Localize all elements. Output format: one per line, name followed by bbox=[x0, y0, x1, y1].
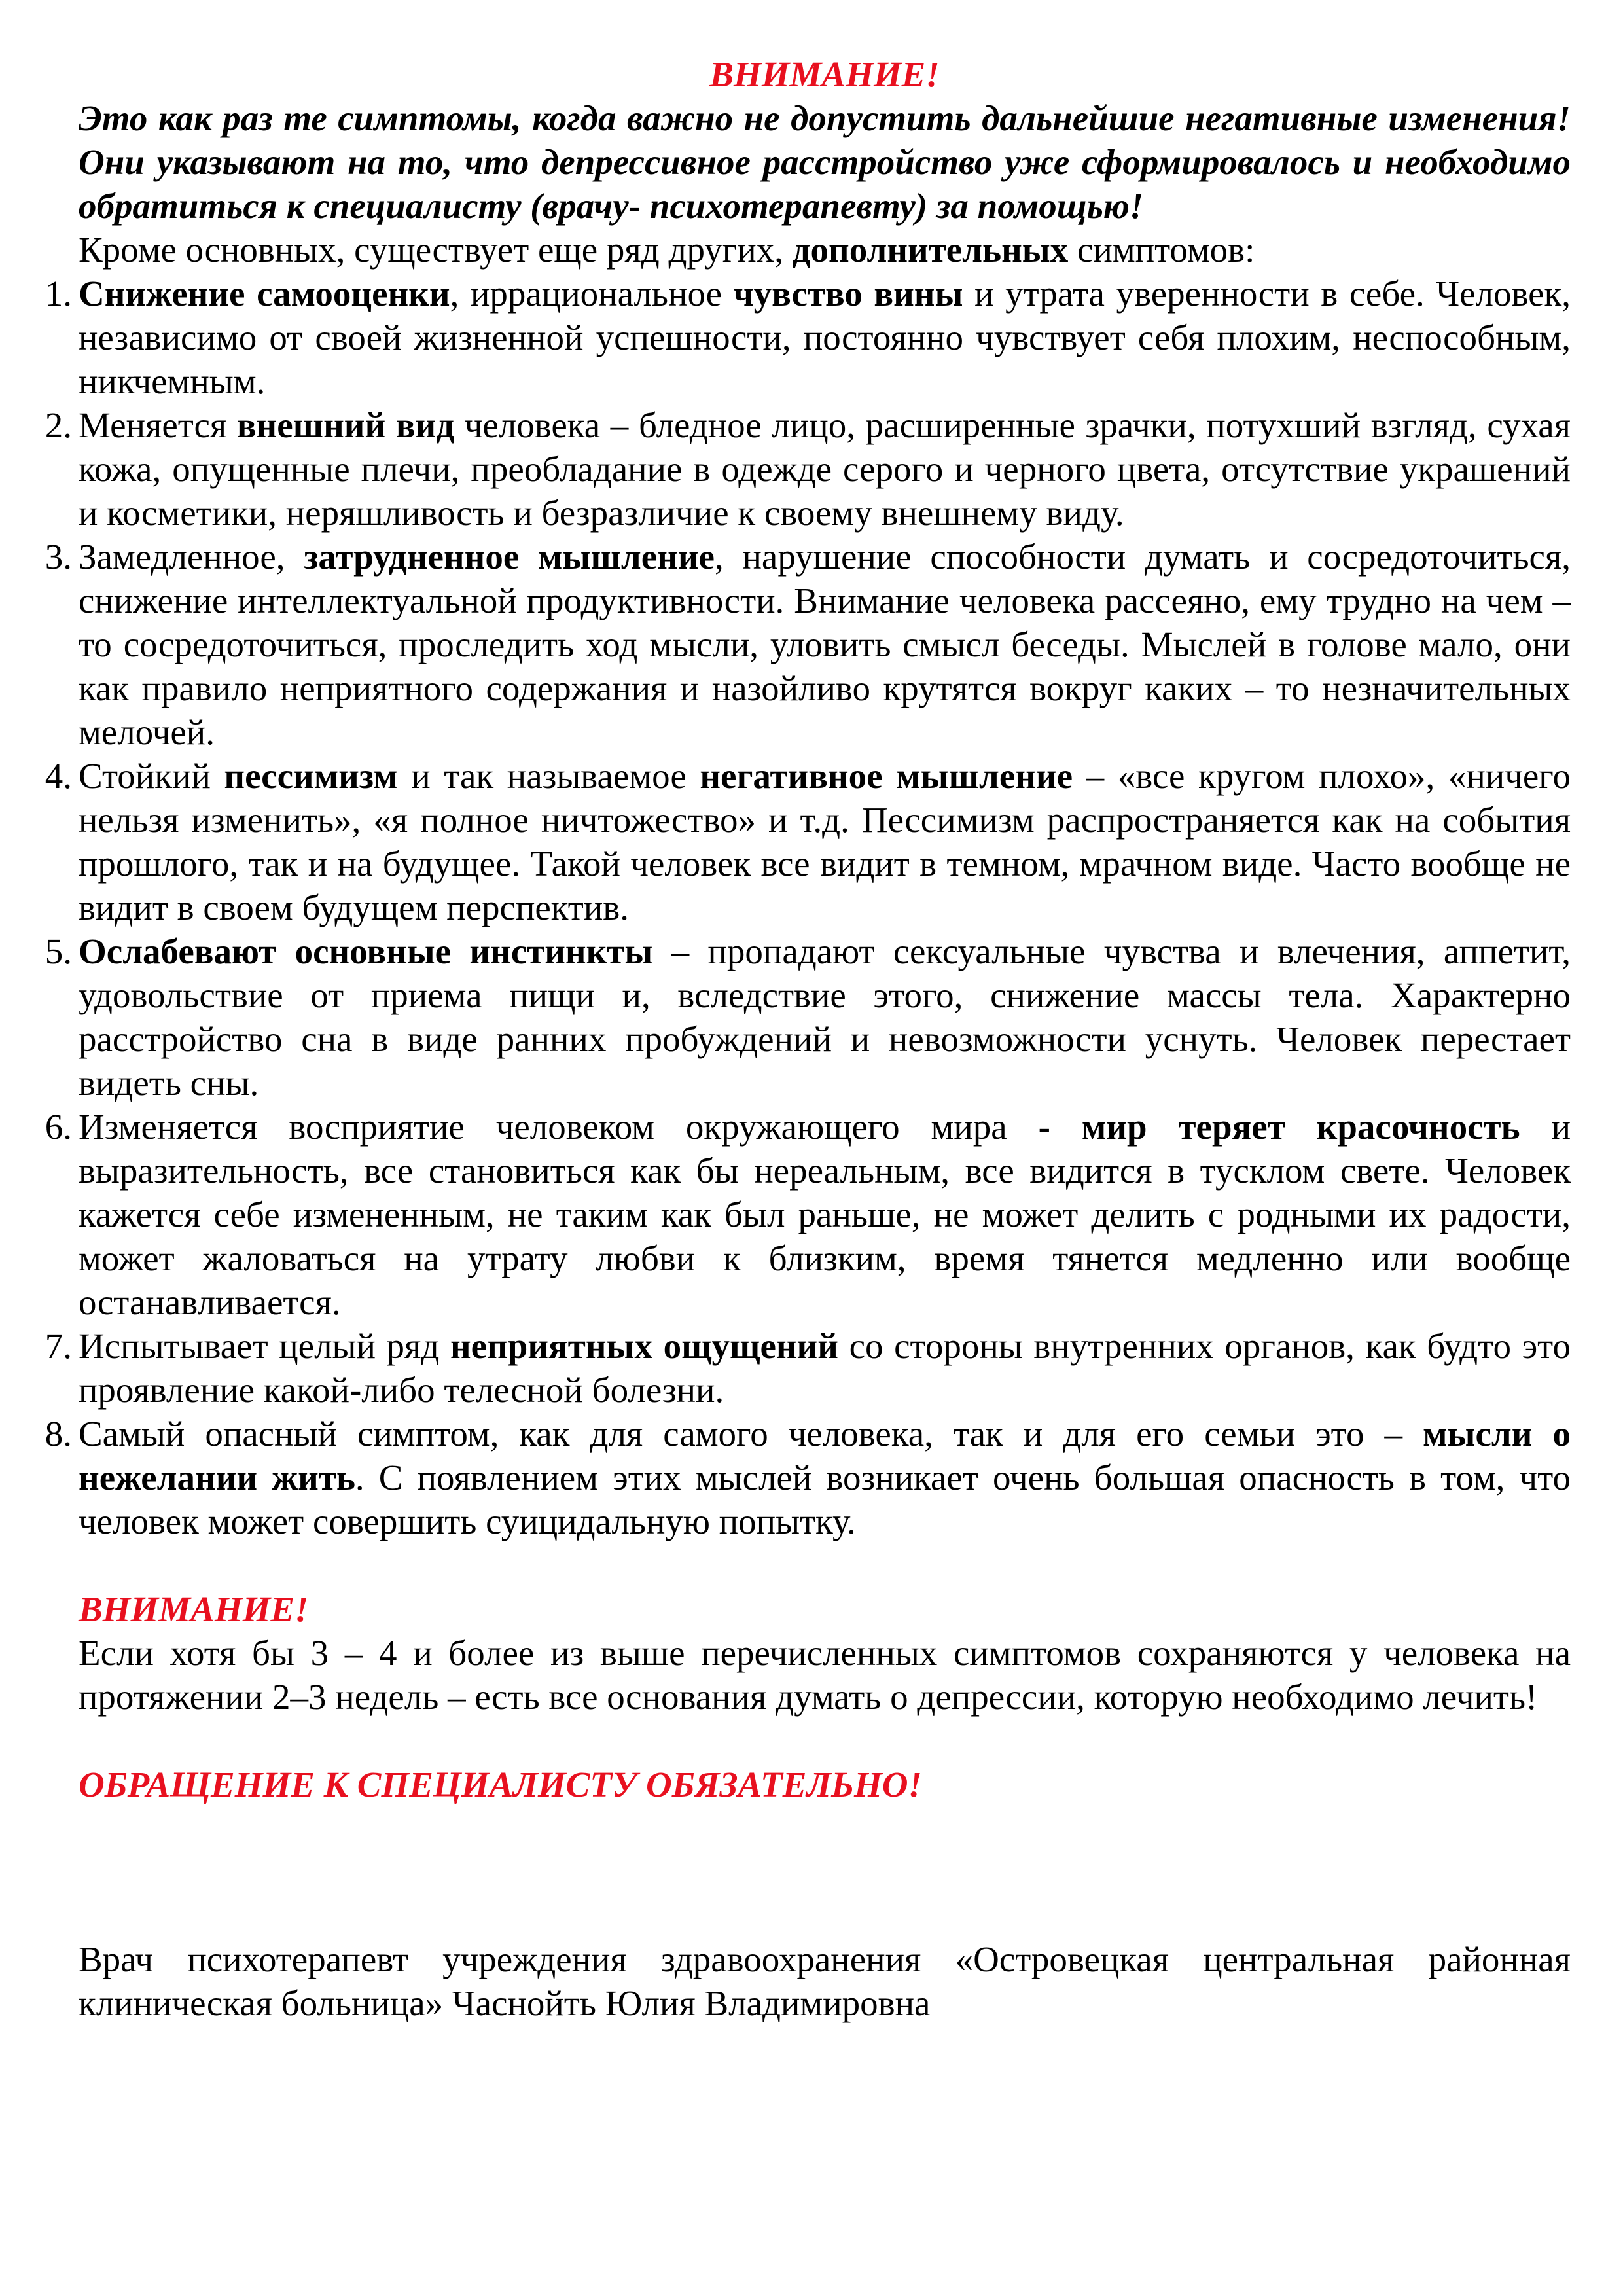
symptom-bold-text: затрудненное мышление bbox=[304, 537, 715, 577]
symptom-text: , нарушение способности думать и сосредоточиться, снижение интеллектуальной продуктивности. Внимание человека рассеяно, ему трудно на чем – то сосредоточиться, проследить ход мысли, уловить смысл беседы. Мыслей в голове мало, они как правило неприятного содержания и назойливо крутятся вокруг каких – то незначительных мелочей. bbox=[79, 537, 1571, 752]
symptom-item-8 bbox=[45, 1412, 1571, 1543]
symptom-text: Самый опасный симптом, как для самого человека, так и для его семьи это – bbox=[79, 1414, 1423, 1454]
signature-paragraph: Врач психотерапевт учреждения здравоохранения «Островецкая центральная районная клиническая больница» Часнойть Юлия Владимировна bbox=[79, 1939, 1571, 2023]
symptom-text: со стороны внутренних органов, как будто это проявление какой-либо телесной болезни. bbox=[79, 1326, 1571, 1410]
lead-paragraph bbox=[79, 228, 1571, 272]
symptom-text: человека – бледное лицо, расширенные зрачки, потухший взгляд, сухая кожа, опущенные плечи, преобладание в одежде серого и черного цвета, отсутствие украшений и косметики, неряшливость и безразличие к своему внешнему виду. bbox=[79, 405, 1571, 533]
symptom-number: 7. bbox=[45, 1326, 72, 1366]
symptom-text: Замедленное, bbox=[79, 537, 304, 577]
warning-paragraph: Если хотя бы 3 – 4 и более из выше перечисленных симптомов сохраняются у человека на протяжении 2–3 недель – есть все основания думать о депрессии, которую необходимо лечить! bbox=[79, 1633, 1571, 1717]
symptom-text: и так называемое bbox=[397, 756, 700, 796]
symptom-bold-text: - мир теряет красочность bbox=[1038, 1107, 1520, 1147]
symptom-bold-text: чувство вины bbox=[733, 274, 963, 314]
symptom-text: и утрата уверенности в себе. Человек, независимо от своей жизненной успешности, постоянно чувствует себя плохим, неспособным, никчемным. bbox=[79, 274, 1571, 401]
warning-heading: ВНИМАНИЕ! bbox=[709, 54, 940, 94]
symptom-bold-text: внешний вид bbox=[236, 405, 455, 445]
symptom-text: Изменяется восприятие человеком окружающего мира bbox=[79, 1107, 1039, 1147]
intro-paragraph: Это как раз те симптомы, когда важно не допустить дальнейшие негативные изменения! Они указывают на то, что депрессивное расстройство уже сформировалось и необходимо обратиться к специалисту (врачу- психотерапевту) за помощью! bbox=[79, 98, 1571, 226]
symptom-number: 1. bbox=[45, 274, 72, 314]
lead-text-before: Кроме основных, существует еще ряд других, bbox=[79, 230, 793, 270]
symptom-bold-text: пессимизм bbox=[224, 756, 398, 796]
symptom-text: Стойкий bbox=[79, 756, 224, 796]
symptom-text: . С появлением этих мыслей возникает очень большая опасность в том, что человек может совершить суицидальную попытку. bbox=[79, 1458, 1571, 1541]
symptom-number: 2. bbox=[45, 405, 72, 445]
symptom-number: 5. bbox=[45, 931, 72, 971]
symptom-text: и выразительность, все становиться как бы нереальным, все видится в тусклом свете. Человек кажется себе измененным, не таким как был раньше, не может делить с родными их радости, может жаловаться на утрату любви к близким, время тянется медленно или вообще останавливается. bbox=[79, 1107, 1571, 1322]
symptom-list bbox=[45, 272, 1571, 1543]
symptom-text: – пропадают сексуальные чувства и влечения, аппетит, удовольствие от приема пищи и, вследствие этого, снижение массы тела. Характерно расстройство сна в виде ранних пробуждений и невозможности уснуть. Человек перестает видеть сны. bbox=[79, 931, 1571, 1103]
lead-text-after: симптомов: bbox=[1068, 230, 1255, 270]
symptom-number: 6. bbox=[45, 1107, 72, 1147]
specialist-callout: ОБРАЩЕНИЕ К СПЕЦИАЛИСТУ ОБЯЗАТЕЛЬНО! bbox=[79, 1765, 922, 1804]
symptom-item-4 bbox=[45, 754, 1571, 929]
symptom-text: Испытывает целый ряд bbox=[79, 1326, 450, 1366]
symptom-bold-text: неприятных ощущений bbox=[450, 1326, 838, 1366]
symptom-number: 4. bbox=[45, 756, 72, 796]
symptom-bold-text: мысли о нежелании жить bbox=[79, 1414, 1571, 1498]
lead-text-bold: дополнительных bbox=[792, 230, 1069, 270]
symptom-item-1 bbox=[45, 272, 1571, 403]
symptom-bold-text: Снижение самооценки bbox=[79, 274, 450, 314]
symptom-bold-text: негативное мышление bbox=[700, 756, 1073, 796]
spacer bbox=[79, 1806, 1571, 1937]
symptom-number: 3. bbox=[45, 537, 72, 577]
symptom-bold-text: Ослабевают основные инстинкты bbox=[79, 931, 653, 971]
spacer bbox=[79, 1543, 1571, 1587]
symptom-item-5 bbox=[45, 929, 1571, 1105]
symptom-item-3 bbox=[45, 535, 1571, 754]
symptom-text: Меняется bbox=[79, 405, 237, 445]
document-page bbox=[45, 52, 1571, 2025]
symptom-text: , иррациональное bbox=[450, 274, 734, 314]
symptom-number: 8. bbox=[45, 1414, 72, 1454]
warning-heading-2: ВНИМАНИЕ! bbox=[79, 1589, 309, 1629]
symptom-item-7 bbox=[45, 1324, 1571, 1412]
symptom-item-2 bbox=[45, 403, 1571, 535]
symptom-item-6 bbox=[45, 1105, 1571, 1324]
spacer bbox=[79, 1719, 1571, 1763]
symptom-text: – «все кругом плохо», «ничего нельзя изменить», «я полное ничтожество» и т.д. Пессимизм распространяется как на события прошлого, так и на будущее. Такой человек все видит в темном, мрачном виде. Часто вообще не видит в своем будущем перспектив. bbox=[79, 756, 1571, 927]
